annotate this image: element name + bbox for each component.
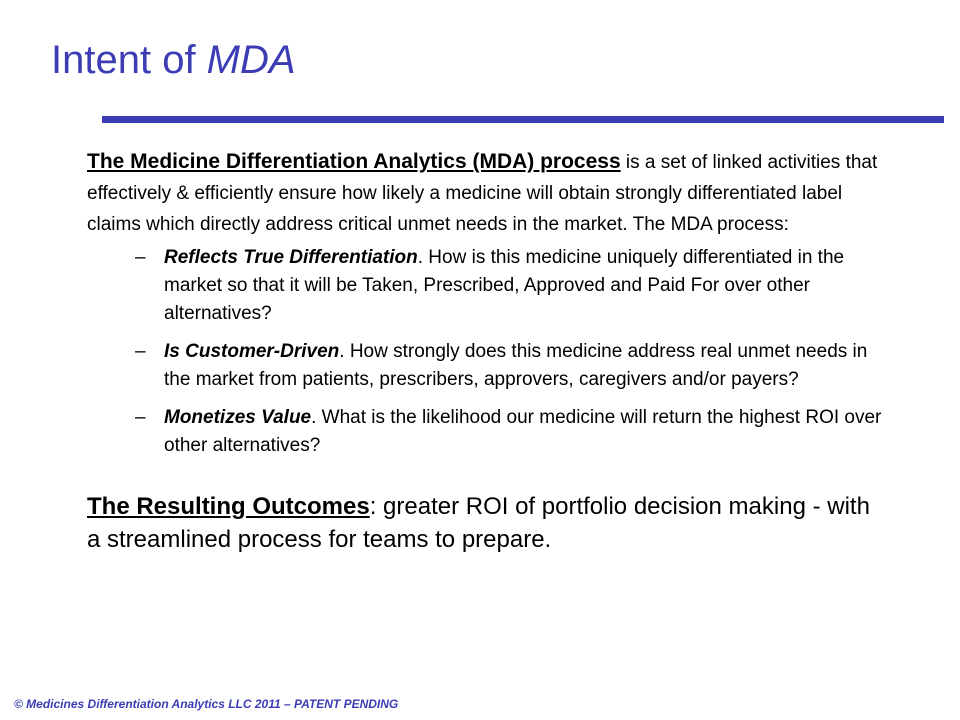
bullet-item [87,404,887,460]
bullet-label: Monetizes Value [164,407,312,428]
copyright-footer: © Medicines Differentiation Analytics LLC 2011 – PATENT PENDING [14,697,399,711]
lead-heading: The Medicine Differentiation Analytics (MDA) process [87,150,621,173]
outcome-paragraph [87,490,887,556]
bullet-item [87,244,887,328]
slide-title [51,36,296,84]
bullet-label: Reflects True Differentiation [164,247,418,268]
bullet-text: . How is this medicine uniquely differentiated in the market so that it will be Taken, Prescribed, Approved and Paid For over other alternatives? [164,247,845,324]
bullet-dash: – [135,247,146,268]
bullet-list [87,244,887,460]
bullet-item [87,338,887,394]
lead-paragraph [87,146,887,240]
title-divider [102,116,944,123]
slide-title-text: Intent of [51,38,207,82]
bullet-text: . What is the likelihood our medicine will return the highest ROI over other alternatives? [164,407,882,456]
outcome-text: : greater ROI of portfolio decision making - with a streamlined process for teams to prepare. [87,493,870,553]
outcome-heading: The Resulting Outcomes [87,493,370,520]
bullet-dash: – [135,341,146,362]
lead-text: is a set of linked activities that effectively & efficiently ensure how likely a medicine will obtain strongly differentiated label claims which directly address critical unmet needs in the market. The MDA process: [87,152,878,235]
slide-body [87,146,887,556]
bullet-dash: – [135,407,146,428]
bullet-label: Is Customer-Driven [164,341,340,362]
slide-title-acronym: MDA [206,38,296,82]
bullet-text: . How strongly does this medicine address real unmet needs in the market from patients, prescribers, approvers, caregivers and/or payers? [164,341,868,390]
